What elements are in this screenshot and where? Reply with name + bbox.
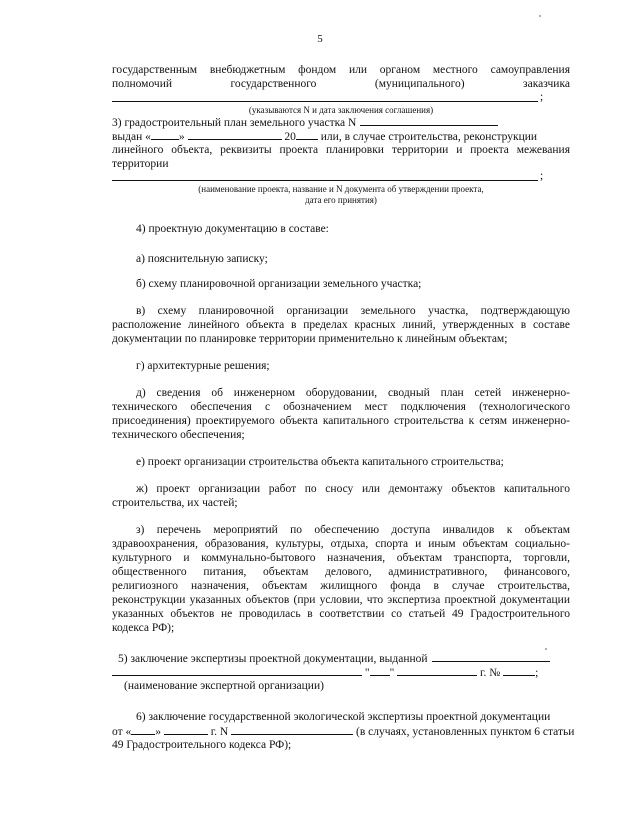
item-4z-line: культурного и коммунально-бытового назначения, объектам транспорта, торговли, <box>112 552 570 564</box>
item-4z-line: з) перечень мероприятий по обеспечению доступа инвалидов к объектам <box>136 524 570 536</box>
item-4-heading: 4) проектную документацию в составе: <box>136 223 329 235</box>
item-4z-line: общественного питания, объектам делового, административного, финансового, <box>112 566 570 578</box>
month-field[interactable] <box>188 129 282 140</box>
item-4z-line: здравоохранения, образования, культуры, отдыха, спорта и иным объектам социально- <box>112 538 570 550</box>
item-3-line: линейного объекта, реквизиты проекта планировки территории и проекта межевания <box>112 144 570 156</box>
caption: (указываются N и дата заключения соглашения) <box>248 105 434 115</box>
fill-line[interactable] <box>112 101 538 102</box>
line-end: ; <box>540 170 544 182</box>
item-3-line <box>112 115 570 130</box>
plan-number-field[interactable] <box>360 115 498 126</box>
item-5-text: 5) заключение экспертизы проектной документации, выданной <box>118 653 428 665</box>
month-field[interactable] <box>397 665 477 676</box>
text: или, в случае строительства, реконструкции <box>320 131 538 143</box>
item-5-line <box>112 665 570 680</box>
text: 20 <box>284 131 296 143</box>
item-4z-line: реконструкции указанных объектов (при условии, что экспертиза проектной документации <box>112 594 570 606</box>
item-3-line: территории <box>112 158 169 170</box>
fill-line[interactable] <box>112 180 538 181</box>
scan-speck <box>539 15 541 17</box>
issuer-field[interactable] <box>432 651 550 662</box>
month-field[interactable] <box>164 724 208 735</box>
item-6-line: 49 Градостроительного кодекса РФ); <box>112 739 292 751</box>
text: (в случаях, установленных пунктом 6 статьи <box>355 726 575 738</box>
text: " <box>389 667 395 679</box>
body-line <box>112 77 570 91</box>
item-4d-line: технического обеспечения; <box>112 429 245 441</box>
line-end: ; <box>540 91 544 103</box>
caption: дата его принятия) <box>305 195 377 205</box>
item-4d-line: технического обеспечения с обозначением мест подключения (технологического <box>112 401 570 413</box>
text: » <box>178 131 185 143</box>
year-field[interactable] <box>296 129 318 140</box>
item-4zh-line: строительства, их частей; <box>112 497 238 509</box>
text: выдан « <box>112 131 151 143</box>
item-4z-line: кодекса РФ); <box>112 622 175 634</box>
item-4z-line: религиозного назначения, объектам жилищного фонда в случае строительства, <box>112 580 570 592</box>
word: заказчика <box>523 78 570 90</box>
item-4g: г) архитектурные решения; <box>136 360 270 372</box>
item-4d-line: присоединения) проектируемого объекта капитального строительства к сетям инженерно- <box>112 415 570 427</box>
item-6-line <box>112 724 575 739</box>
text: » <box>155 726 161 738</box>
item-4v-line: в) схему планировочной организации земельного участка, подтверждающую <box>136 305 570 317</box>
day-field[interactable] <box>151 129 179 140</box>
text: от « <box>112 726 132 738</box>
item-4a: а) пояснительную записку; <box>136 253 268 265</box>
day-field[interactable] <box>131 724 155 735</box>
caption: (наименование проекта, название и N документа об утверждении проекта, <box>198 184 484 194</box>
item-3-line <box>112 129 570 144</box>
item-4d-line: д) сведения об инженерном оборудовании, сводный план сетей инженерно- <box>136 387 570 399</box>
text: ; <box>535 667 539 679</box>
item-3-prefix: 3) градостроительный план земельного участка N <box>112 117 357 129</box>
number-field[interactable] <box>503 665 535 676</box>
organization-field[interactable] <box>112 665 362 676</box>
item-6-line: 6) заключение государственной экологической экспертизы проектной документации <box>136 711 551 723</box>
word: полномочий <box>112 78 172 90</box>
word: государственного <box>230 78 317 90</box>
page-number: 5 <box>317 33 323 45</box>
item-5-line <box>118 651 570 666</box>
caption: (наименование экспертной организации) <box>124 680 324 692</box>
scan-speck <box>545 648 547 650</box>
text: г. № <box>480 667 501 679</box>
word: (муниципального) <box>374 78 465 90</box>
text: г. N <box>210 726 229 738</box>
item-4v-line: документации по планировке территории применительно к линейным объектам; <box>112 333 508 345</box>
item-4v-line: расположение линейного объекта в пределах красных линий, утвержденных в составе <box>112 319 570 331</box>
item-4e: е) проект организации строительства объекта капитального строительства; <box>136 456 504 468</box>
item-4b: б) схему планировочной организации земельного участка; <box>136 278 422 290</box>
item-4zh-line: ж) проект организации работ по сносу или демонтажу объектов капитального <box>136 483 570 495</box>
day-field[interactable] <box>370 665 390 676</box>
item-4z-line: указанных объектов не проводилась в соответствии со статьей 49 Градостроительного <box>112 608 570 620</box>
number-field[interactable] <box>231 724 353 735</box>
body-line: государственным внебюджетным фондом или органом местного самоуправления <box>112 64 570 76</box>
text: " <box>364 667 370 679</box>
